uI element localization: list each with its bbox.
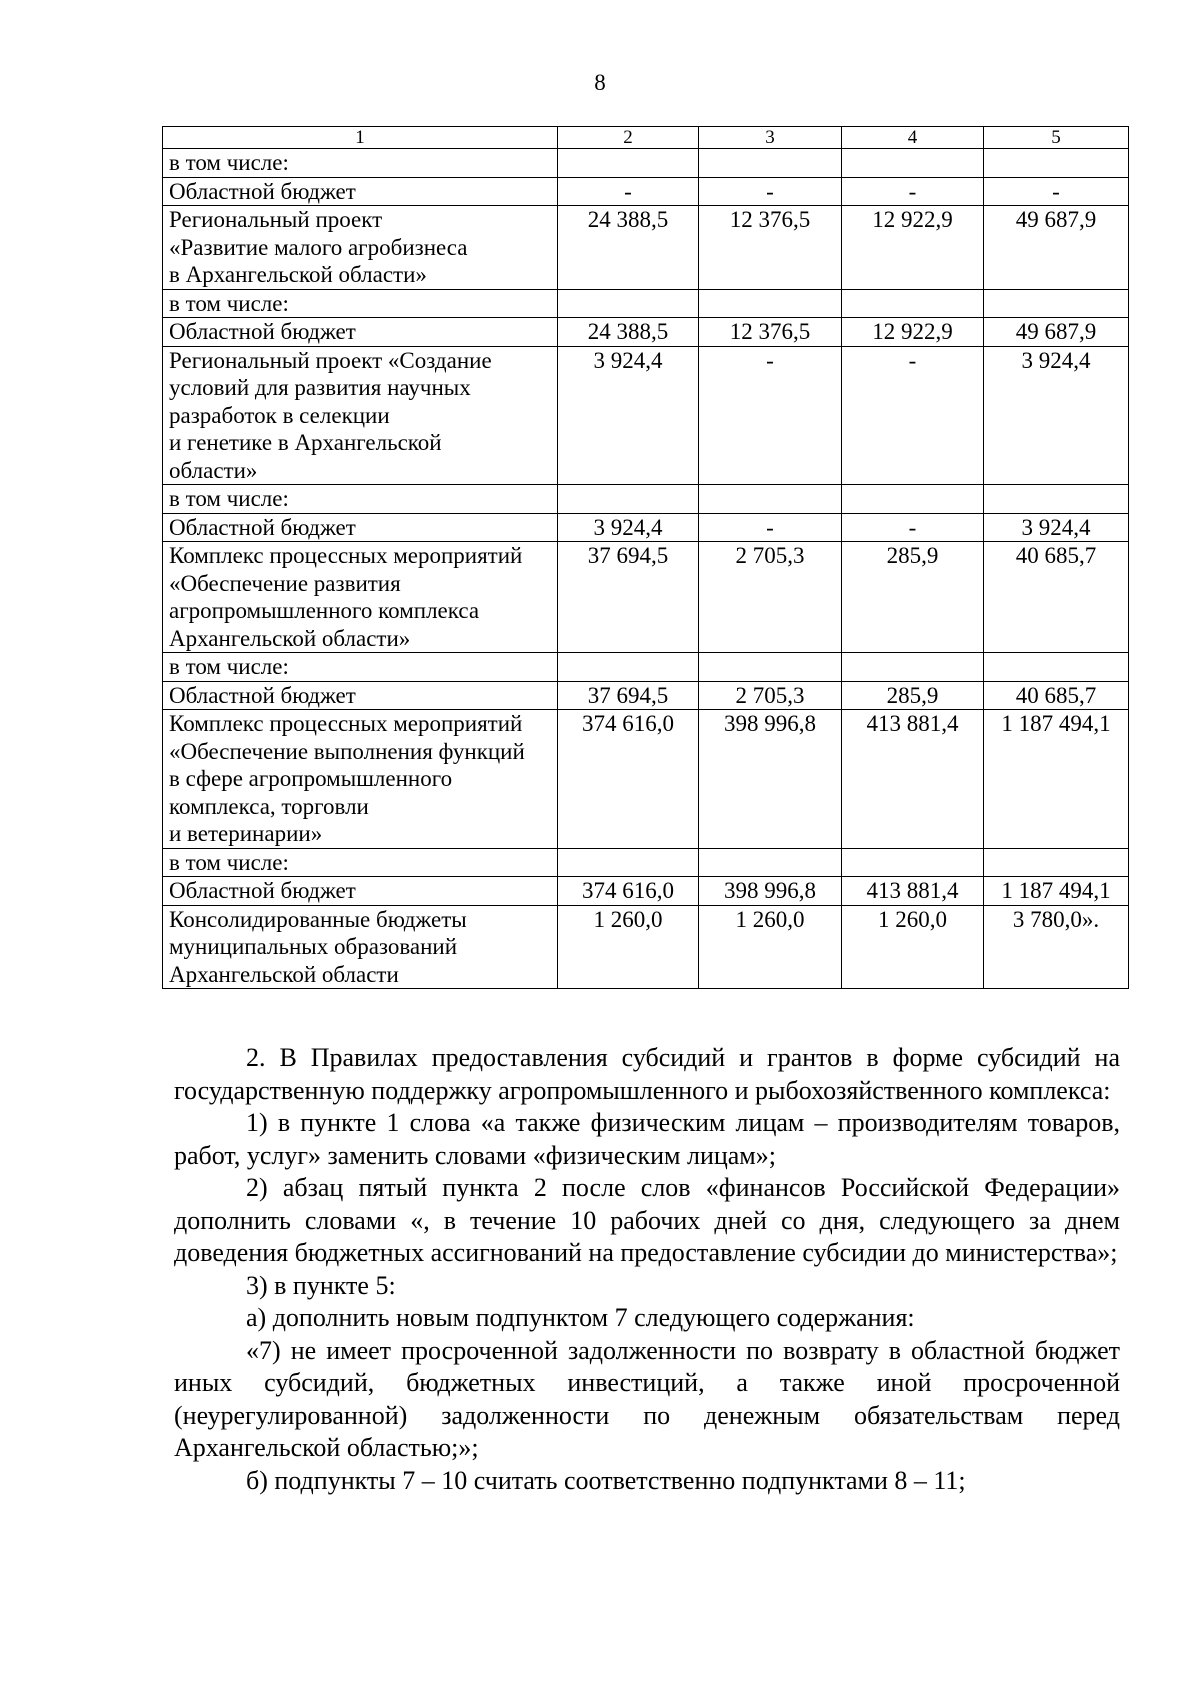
row-label: [163, 346, 558, 485]
table-cell: 12 376,5: [699, 318, 842, 347]
table-cell: 12 922,9: [842, 206, 984, 290]
table-cell: [699, 653, 842, 682]
table-cell: [699, 485, 842, 514]
table-cell: [842, 149, 984, 178]
row-label-line: Комплекс процессных мероприятий: [169, 711, 523, 736]
table-cell: 37 694,5: [558, 681, 699, 710]
table-cell: [984, 289, 1129, 318]
table-cell: -: [842, 513, 984, 542]
row-label: [163, 710, 558, 849]
table-cell: [558, 289, 699, 318]
row-label-line: Областной бюджет: [169, 878, 356, 903]
table-cell: 3 780,0».: [984, 905, 1129, 989]
row-label-line: агропромышленного комплекса: [169, 598, 480, 623]
row-label-line: в том числе:: [169, 654, 289, 679]
table-cell: -: [842, 346, 984, 485]
table-cell: -: [699, 346, 842, 485]
budget-table: [162, 126, 1129, 989]
table-row: [163, 542, 1129, 653]
row-label-line: в том числе:: [169, 290, 289, 316]
body-text: [174, 1042, 1120, 1497]
row-label-line: «Обеспечение развития: [169, 570, 401, 596]
table-row: [163, 485, 1129, 514]
table-cell: [984, 485, 1129, 514]
table-cell: 3 924,4: [984, 513, 1129, 542]
row-label-line: Областной бюджет: [169, 682, 356, 708]
table-cell: 2 705,3: [699, 681, 842, 710]
paragraph: б) подпункты 7 – 10 считать соответственно подпунктами 8 – 11;: [246, 1465, 966, 1495]
table-cell: 398 996,8: [699, 877, 842, 906]
row-label-line: Областной бюджет: [169, 514, 356, 540]
table-row: [163, 848, 1129, 877]
paragraph: 2. В Правилах предоставления субсидий и грантов в форме субсидий на государственную поддержку агропромышленного и рыбохозяйственного комплекса:: [174, 1043, 1120, 1105]
row-label-line: «Развитие малого агробизнеса: [169, 234, 468, 260]
paragraph: 3) в пункте 5:: [246, 1270, 396, 1300]
table-cell: [984, 149, 1129, 178]
table-cell: 2 705,3: [699, 542, 842, 653]
table-cell: 37 694,5: [558, 542, 699, 653]
table-cell: [842, 289, 984, 318]
table-cell: [984, 653, 1129, 682]
row-label: [163, 653, 558, 682]
table-cell: [842, 485, 984, 514]
table-row: [163, 681, 1129, 710]
table-cell: 49 687,9: [984, 318, 1129, 347]
table-cell: 1 260,0: [558, 905, 699, 989]
table-cell: -: [699, 177, 842, 206]
table-cell: 1 187 494,1: [984, 710, 1129, 849]
row-label-line: Региональный проект «Создание: [169, 347, 492, 373]
table-cell: -: [984, 177, 1129, 206]
table-cell: 413 881,4: [842, 710, 984, 849]
table-cell: [842, 653, 984, 682]
table-cell: [558, 149, 699, 178]
table-cell: 374 616,0: [558, 877, 699, 906]
table-cell: 413 881,4: [842, 877, 984, 906]
row-label: [163, 206, 558, 290]
row-label-line: Архангельской области»: [169, 625, 411, 651]
row-label-line: области»: [169, 457, 258, 483]
row-label-line: Областной бюджет: [169, 319, 356, 344]
table-cell: [558, 653, 699, 682]
table-cell: 12 922,9: [842, 318, 984, 347]
column-header: 3: [699, 127, 842, 149]
page-number: 8: [594, 70, 606, 95]
table-cell: 40 685,7: [984, 681, 1129, 710]
table-row: [163, 653, 1129, 682]
table-cell: 1 260,0: [842, 905, 984, 989]
table-row: [163, 206, 1129, 290]
table-cell: -: [842, 177, 984, 206]
table-cell: 398 996,8: [699, 710, 842, 849]
row-label-line: в сфере агропромышленного: [169, 766, 453, 791]
table-cell: 285,9: [842, 542, 984, 653]
table-cell: 3 924,4: [558, 346, 699, 485]
column-header: 2: [558, 127, 699, 149]
table-cell: 24 388,5: [558, 206, 699, 290]
table-cell: [699, 149, 842, 178]
table-cell: 1 187 494,1: [984, 877, 1129, 906]
table-row: [163, 513, 1129, 542]
row-label: [163, 681, 558, 710]
row-label: [163, 905, 558, 989]
table-body: [163, 149, 1129, 989]
row-label-line: в том числе:: [169, 486, 289, 511]
paragraph: «7) не имеет просроченной задолженности по возврату в областной бюджет иных субсидий, бюджетных инвестиций, а также иной просроченной (неурегулированной) задолженности по денежным обязательствам перед Архангельской областью;»;: [174, 1335, 1120, 1462]
row-label-line: Региональный проект: [169, 207, 383, 232]
table-row: [163, 710, 1129, 849]
table-cell: 3 924,4: [984, 346, 1129, 485]
row-label: [163, 318, 558, 347]
table-cell: -: [699, 513, 842, 542]
row-label-line: условий для развития научных: [169, 375, 471, 400]
row-label-line: разработок в селекции: [169, 402, 390, 428]
row-label: [163, 542, 558, 653]
row-label-line: «Обеспечение выполнения функций: [169, 738, 525, 764]
table-row: [163, 318, 1129, 347]
paragraph: 2) абзац пятый пункта 2 после слов «финансов Российской Федерации» дополнить словами «, в течение 10 рабочих дней со дня, следующего за днем доведения бюджетных ассигнований на предоставление субсидии до министерства»;: [174, 1173, 1120, 1267]
row-label: [163, 177, 558, 206]
table-row: [163, 877, 1129, 906]
row-label-line: в Архангельской области»: [169, 262, 427, 287]
table-row: [163, 905, 1129, 989]
row-label-line: комплекса, торговли: [169, 793, 369, 819]
table-row: [163, 149, 1129, 178]
row-label: [163, 877, 558, 906]
table-cell: [699, 848, 842, 877]
paragraph: а) дополнить новым подпунктом 7 следующего содержания:: [246, 1303, 915, 1332]
column-header: 5: [984, 127, 1129, 149]
row-label: [163, 149, 558, 178]
row-label-line: Комплекс процессных мероприятий: [169, 543, 523, 568]
table-cell: 374 616,0: [558, 710, 699, 849]
table-row: [163, 346, 1129, 485]
table-cell: -: [558, 177, 699, 206]
column-header: 1: [163, 127, 558, 149]
row-label-line: Архангельской области: [169, 961, 399, 987]
table-cell: [558, 485, 699, 514]
row-label-line: муниципальных образований: [169, 934, 458, 959]
table-cell: 285,9: [842, 681, 984, 710]
table-cell: [842, 848, 984, 877]
table-row: [163, 289, 1129, 318]
table-cell: 1 260,0: [699, 905, 842, 989]
table-cell: [699, 289, 842, 318]
row-label-line: и генетике в Архангельской: [169, 430, 442, 455]
table-cell: 24 388,5: [558, 318, 699, 347]
row-label-line: и ветеринарии»: [169, 821, 323, 846]
table-cell: [984, 848, 1129, 877]
table-cell: 12 376,5: [699, 206, 842, 290]
row-label: [163, 513, 558, 542]
paragraph: 1) в пункте 1 слова «а также физическим лицам – производителям товаров, работ, услуг» заменить словами «физическим лицам»;: [174, 1108, 1120, 1170]
row-label: [163, 485, 558, 514]
table-cell: 3 924,4: [558, 513, 699, 542]
row-label-line: в том числе:: [169, 849, 289, 875]
column-header: 4: [842, 127, 984, 149]
row-label-line: Консолидированные бюджеты: [169, 906, 467, 932]
row-label: [163, 848, 558, 877]
table-row: [163, 177, 1129, 206]
table-cell: 49 687,9: [984, 206, 1129, 290]
row-label-line: Областной бюджет: [169, 178, 356, 204]
row-label-line: в том числе:: [169, 150, 289, 175]
row-label: [163, 289, 558, 318]
table-cell: [558, 848, 699, 877]
table-header-row: [163, 127, 1129, 149]
table-cell: 40 685,7: [984, 542, 1129, 653]
